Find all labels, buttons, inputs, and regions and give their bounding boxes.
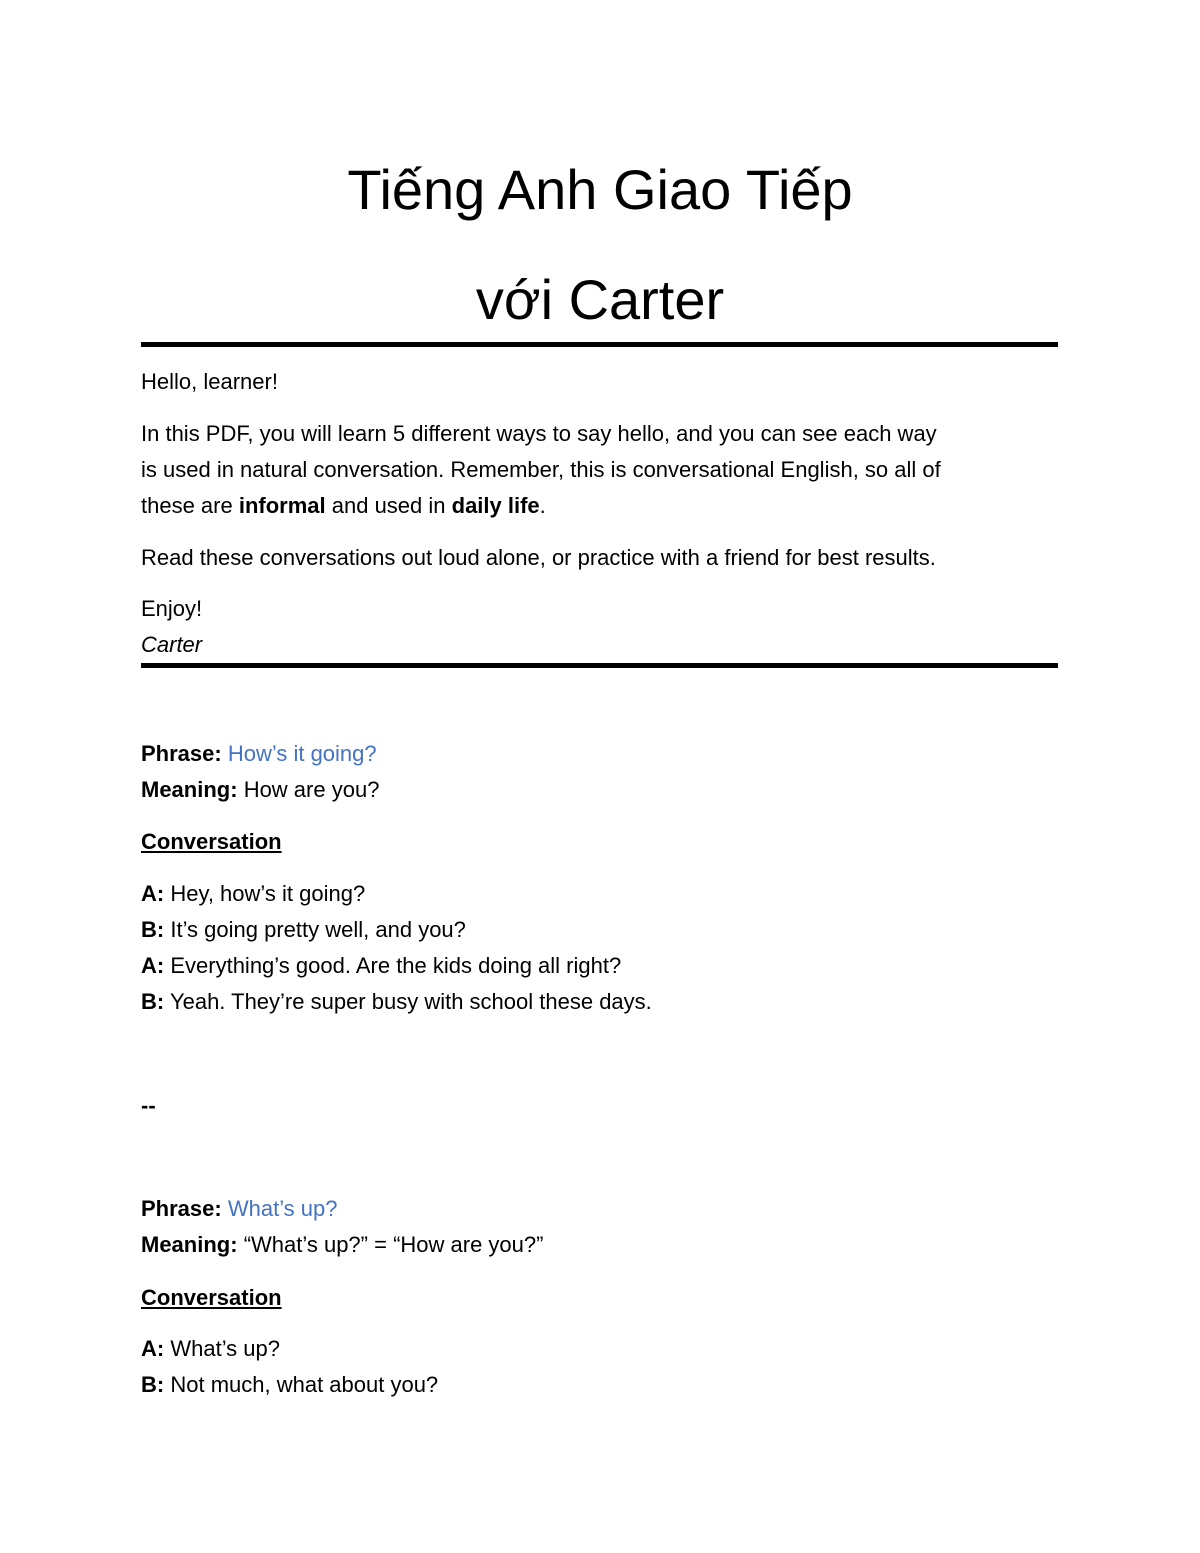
speaker-label: B:: [141, 917, 165, 942]
speaker-label: B:: [141, 1372, 165, 1397]
intro-text-segment: .: [539, 493, 546, 518]
dialogue-line: [141, 912, 1061, 948]
phrase-row: [141, 736, 1061, 772]
section-separator: [141, 1088, 1061, 1124]
conversation-heading: [141, 824, 1061, 860]
intro-paragraph: [141, 416, 1061, 524]
dialogue-line: [141, 1331, 1061, 1367]
conversation-heading-text: Conversation: [141, 829, 282, 854]
meaning-row: [141, 1227, 1061, 1263]
speaker-label: A:: [141, 953, 165, 978]
dialogue-line: [141, 876, 1061, 912]
intro-paragraph-line-1: In this PDF, you will learn 5 different ways to say hello, and you can see each way: [141, 421, 937, 446]
speaker-label: A:: [141, 1336, 165, 1361]
emphasis-daily-life: daily life: [451, 493, 540, 518]
conversation-heading-text: Conversation: [141, 1285, 282, 1310]
bottom-divider: [141, 663, 1058, 668]
dialogue-text: Everything’s good. Are the kids doing all right?: [170, 953, 622, 978]
conversation-heading: [141, 1280, 1061, 1316]
meaning-label: Meaning:: [141, 1232, 238, 1257]
phrase-label: Phrase:: [141, 741, 222, 766]
intro-greeting: Hello, learner!: [141, 369, 278, 394]
speaker-label: A:: [141, 881, 165, 906]
dialogue-text: Yeah. They’re super busy with school these days.: [169, 989, 652, 1014]
intro-text-segment: and used in: [325, 493, 452, 518]
page-title-line-2: với Carter: [475, 268, 725, 331]
meaning-label: Meaning:: [141, 777, 238, 802]
meaning-value: How are you?: [243, 777, 380, 802]
dialogue-line: [141, 1367, 1061, 1403]
intro-practice-note: Read these conversations out loud alone, or practice with a friend for best results.: [141, 545, 936, 570]
intro-enjoy: Enjoy!: [141, 596, 203, 621]
intro-paragraph-line-3: [141, 488, 1061, 524]
meaning-value: “What’s up?” = “How are you?”: [243, 1232, 544, 1257]
dialogue-line: [141, 984, 1061, 1020]
phrase-label: Phrase:: [141, 1196, 222, 1221]
dialogue-text: It’s going pretty well, and you?: [170, 917, 466, 942]
signature: Carter: [141, 632, 203, 657]
dialogue-text: Hey, how’s it going?: [170, 881, 366, 906]
intro-paragraph-line-2: is used in natural conversation. Remember, this is conversational English, so all of: [141, 457, 941, 482]
speaker-label: B:: [141, 989, 165, 1014]
phrase-value: How’s it going?: [227, 741, 377, 766]
separator-text: --: [141, 1093, 156, 1118]
page-title-line-1: Tiếng Anh Giao Tiếp: [347, 158, 853, 221]
meaning-row: [141, 772, 1061, 808]
dialogue-text: What’s up?: [170, 1336, 280, 1361]
intro-text-segment: these are: [141, 493, 239, 518]
top-divider: [141, 342, 1058, 347]
dialogue-line: [141, 948, 1061, 984]
phrase-value: What’s up?: [227, 1196, 338, 1221]
dialogue-text: Not much, what about you?: [170, 1372, 439, 1397]
emphasis-informal: informal: [238, 493, 326, 518]
phrase-row: [141, 1191, 1061, 1227]
